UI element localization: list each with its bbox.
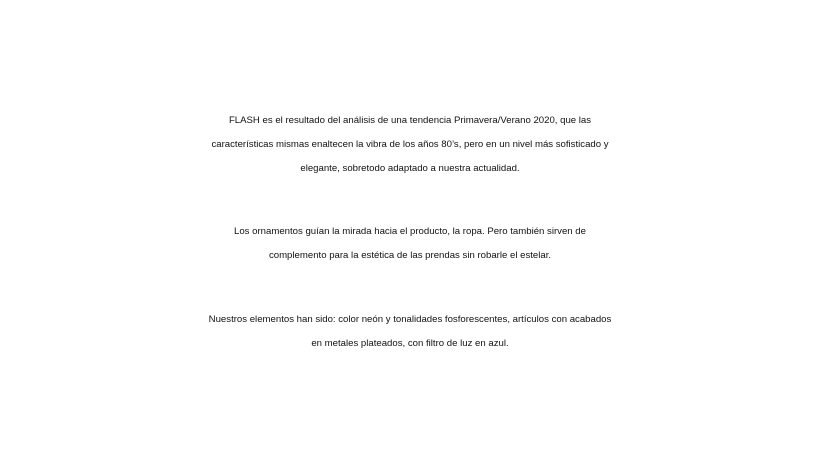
paragraph-ornaments <box>0 220 820 268</box>
text-line: complemento para la estética de las prendas sin robarle el estelar. <box>268 250 552 261</box>
text-line: Los ornamentos guían la mirada hacia el producto, la ropa. Pero también sirven de <box>234 226 586 237</box>
text-line: elegante, sobretodo adaptado a nuestra actualidad. <box>300 163 520 174</box>
text-line: Nuestros elementos han sido: color neón y tonalidades fosforescentes, artículos con acabados <box>208 314 612 325</box>
text-line: en metales plateados, con filtro de luz en azul. <box>311 338 509 349</box>
text-line: características mismas enaltecen la vibra de los años 80’s, pero en un nivel más sofisticado y <box>211 139 609 150</box>
text-line: FLASH es el resultado del análisis de una tendencia Primavera/Verano 2020, que las <box>228 115 592 126</box>
paragraph-intro <box>0 109 820 181</box>
paragraph-elements <box>0 308 820 356</box>
